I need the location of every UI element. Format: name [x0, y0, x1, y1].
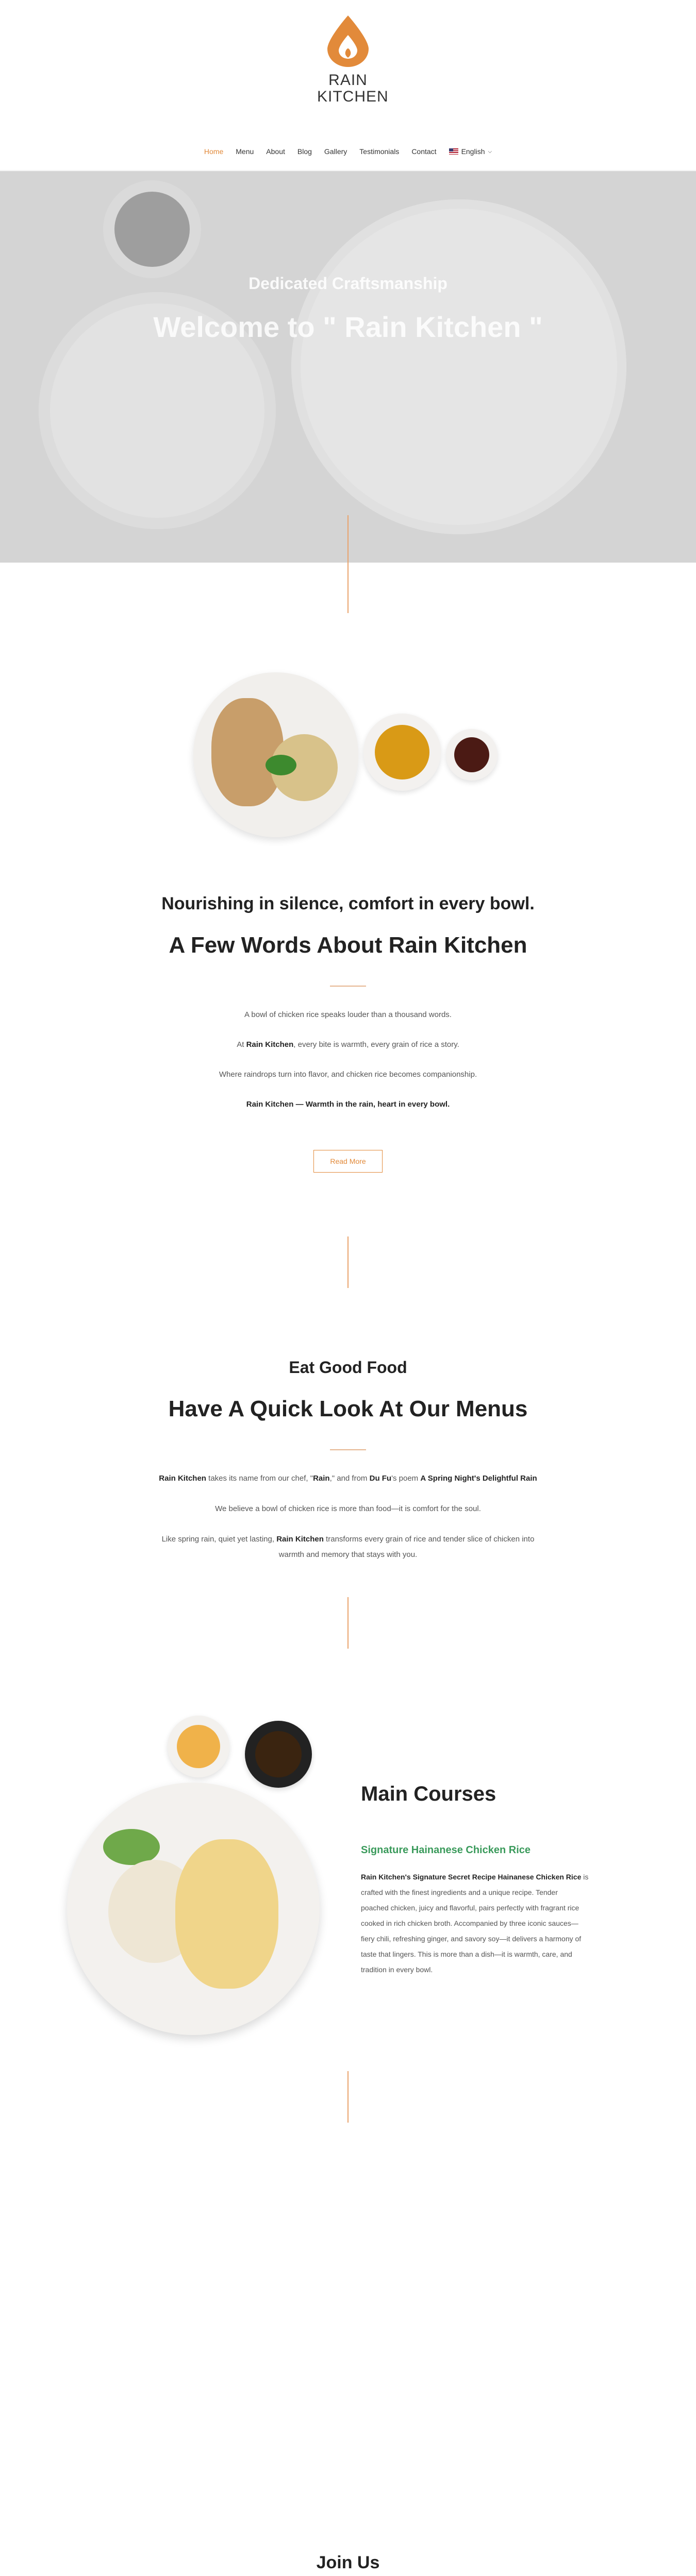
about-subtitle: Nourishing in silence, comfort in every bowl.: [161, 894, 535, 913]
hero-title: Welcome to " Rain Kitchen ": [153, 311, 543, 343]
section-vertical-line: [347, 2071, 349, 2123]
menu-divider: [330, 1449, 366, 1450]
section-vertical-line: [347, 515, 349, 613]
about-divider: [330, 986, 366, 987]
main-nav: [0, 139, 696, 164]
logo[interactable]: [317, 15, 389, 113]
nav-item-gallery[interactable]: Gallery: [324, 147, 347, 156]
menu-paragraph-2: We believe a bowl of chicken rice is more than food—it is comfort for the soul.: [215, 1504, 481, 1513]
nav-item-testimonials[interactable]: Testimonials: [359, 147, 400, 156]
logo-text-line1: RAIN: [328, 72, 368, 89]
us-flag-icon: [449, 148, 458, 155]
hero-overlay: [0, 171, 696, 563]
read-more-button[interactable]: Read More: [313, 1150, 383, 1173]
nav-item-about[interactable]: About: [266, 147, 285, 156]
menu-paragraph-3-cont: warmth and memory that stays with you.: [278, 1550, 418, 1559]
join-subtitle: Join Us: [316, 2553, 380, 2572]
about-paragraph-2: At Rain Kitchen, every bite is warmth, every grain of rice a story.: [237, 1040, 459, 1049]
about-paragraph-3: Where raindrops turn into flavor, and chicken rice becomes companionship.: [219, 1070, 477, 1079]
header-divider: [0, 170, 696, 171]
section-vertical-line: [347, 1236, 349, 1288]
menu-title: Have A Quick Look At Our Menus: [168, 1396, 528, 1421]
main-course-image: [67, 1716, 335, 2035]
menu-paragraph-1: Rain Kitchen takes its name from our chef, "Rain," and from Du Fu's poem A Spring Night's Delightful Rain: [159, 1474, 537, 1483]
language-label: English: [461, 147, 485, 156]
soy-sauce-bowl: [446, 729, 498, 781]
soy-chili-bowl: [245, 1721, 312, 1788]
logo-drop-icon: [327, 15, 369, 67]
hainanese-chicken-plate: [67, 1783, 320, 2035]
hero-section: [0, 171, 696, 563]
about-food-image: [193, 672, 503, 842]
language-selector[interactable]: [443, 147, 499, 156]
section-vertical-line: [347, 1597, 349, 1649]
chili-sauce-bowl: [168, 1716, 229, 1777]
dish-description: Rain Kitchen's Signature Secret Recipe Hainanese Chicken Rice is crafted with the finest ingredients and a unique recipe. Tender poached chicken, juicy and flavorful, pairs perfectly with fragrant rice cooked in rich chicken broth. Accompanied by three iconic sauces— fiery chili, refreshing ginger, and savory soy—it delivers a harmony of taste that lingers. This is more than a dish—it is warmth, care, and tradition in every bowl.: [361, 1873, 589, 1974]
menu-paragraph-3: Like spring rain, quiet yet lasting, Rain Kitchen transforms every grain of rice and tender slice of chicken into: [161, 1535, 535, 1544]
about-paragraph-1: A bowl of chicken rice speaks louder than a thousand words.: [244, 1010, 452, 1019]
main-courses-title: Main Courses: [361, 1783, 496, 1805]
logo-text-line2: KITCHEN: [317, 88, 389, 105]
nav-item-home[interactable]: Home: [204, 147, 224, 156]
ginger-sauce-bowl: [363, 714, 441, 791]
nav-item-contact[interactable]: Contact: [411, 147, 437, 156]
about-title: A Few Words About Rain Kitchen: [169, 933, 527, 958]
hero-subtitle: Dedicated Craftsmanship: [248, 274, 448, 293]
about-tagline: Rain Kitchen — Warmth in the rain, heart in every bowl.: [246, 1100, 450, 1109]
nav-item-blog[interactable]: Blog: [297, 147, 312, 156]
menu-subtitle: Eat Good Food: [289, 1358, 407, 1377]
dish-name[interactable]: Signature Hainanese Chicken Rice: [361, 1844, 531, 1856]
chicken-rice-plate: [193, 672, 358, 837]
chevron-down-icon: ⌵: [488, 148, 492, 155]
nav-item-menu[interactable]: Menu: [236, 147, 254, 156]
